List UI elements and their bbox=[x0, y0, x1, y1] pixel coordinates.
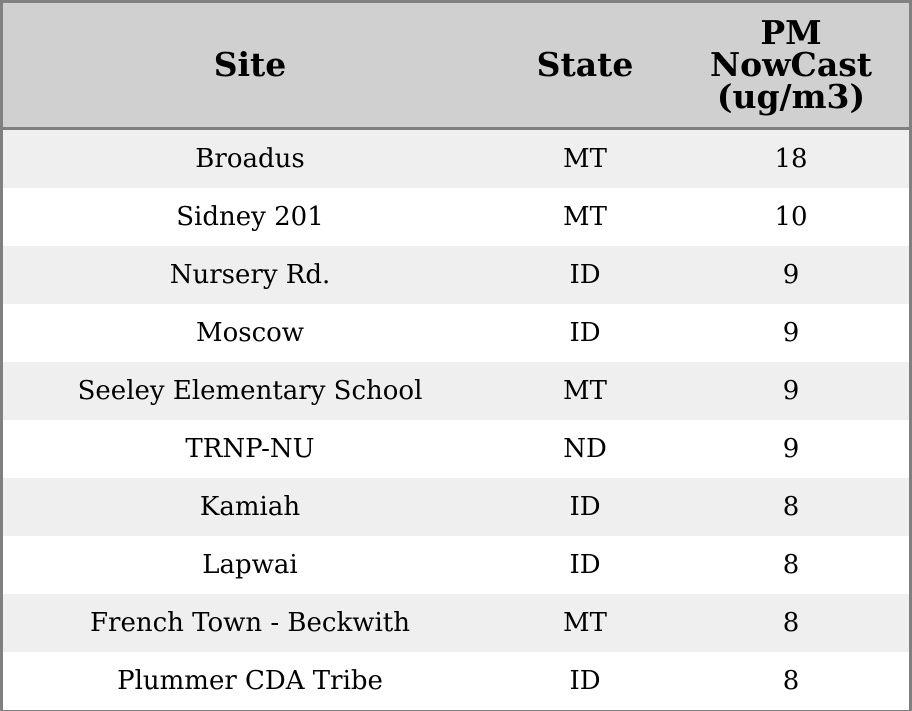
cell-pm-value: 9 bbox=[673, 304, 909, 362]
cell-site: Plummer CDA Tribe bbox=[3, 652, 497, 710]
cell-state: MT bbox=[497, 188, 673, 246]
table-row bbox=[3, 536, 909, 594]
cell-state: MT bbox=[497, 362, 673, 420]
header-site-label: Site bbox=[213, 45, 287, 84]
cell-pm-value: 18 bbox=[673, 129, 909, 189]
header-state bbox=[497, 3, 673, 129]
cell-site: French Town - Beckwith bbox=[3, 594, 497, 652]
cell-state: ID bbox=[497, 304, 673, 362]
cell-pm-value: 9 bbox=[673, 362, 909, 420]
pm-nowcast-table bbox=[3, 3, 909, 710]
table-row bbox=[3, 362, 909, 420]
cell-state: ID bbox=[497, 536, 673, 594]
cell-pm-value: 9 bbox=[673, 420, 909, 478]
table-row bbox=[3, 246, 909, 304]
table-row bbox=[3, 478, 909, 536]
cell-pm-value: 8 bbox=[673, 536, 909, 594]
table-header bbox=[3, 3, 909, 129]
cell-site: Sidney 201 bbox=[3, 188, 497, 246]
table-row bbox=[3, 652, 909, 710]
cell-pm-value: 9 bbox=[673, 246, 909, 304]
cell-pm-value: 8 bbox=[673, 478, 909, 536]
table-body bbox=[3, 129, 909, 711]
header-row bbox=[3, 3, 909, 129]
cell-state: ND bbox=[497, 420, 673, 478]
cell-site: TRNP-NU bbox=[3, 420, 497, 478]
header-pm-line-1: PM bbox=[760, 13, 822, 52]
cell-state: ID bbox=[497, 246, 673, 304]
header-pm-nowcast bbox=[673, 3, 909, 129]
cell-site: Broadus bbox=[3, 129, 497, 189]
header-state-label: State bbox=[536, 45, 634, 84]
table-row bbox=[3, 420, 909, 478]
cell-pm-value: 10 bbox=[673, 188, 909, 246]
table-row bbox=[3, 304, 909, 362]
cell-site: Nursery Rd. bbox=[3, 246, 497, 304]
cell-site: Lapwai bbox=[3, 536, 497, 594]
table-row bbox=[3, 188, 909, 246]
cell-state: MT bbox=[497, 129, 673, 189]
cell-pm-value: 8 bbox=[673, 652, 909, 710]
table-row bbox=[3, 129, 909, 189]
cell-state: ID bbox=[497, 478, 673, 536]
cell-pm-value: 8 bbox=[673, 594, 909, 652]
table-row bbox=[3, 594, 909, 652]
header-pm-line-3: (ug/m3) bbox=[716, 77, 866, 116]
header-pm-line-2: NowCast bbox=[709, 45, 873, 84]
cell-site: Moscow bbox=[3, 304, 497, 362]
cell-state: ID bbox=[497, 652, 673, 710]
cell-site: Seeley Elementary School bbox=[3, 362, 497, 420]
header-site bbox=[3, 3, 497, 129]
cell-site: Kamiah bbox=[3, 478, 497, 536]
cell-state: MT bbox=[497, 594, 673, 652]
